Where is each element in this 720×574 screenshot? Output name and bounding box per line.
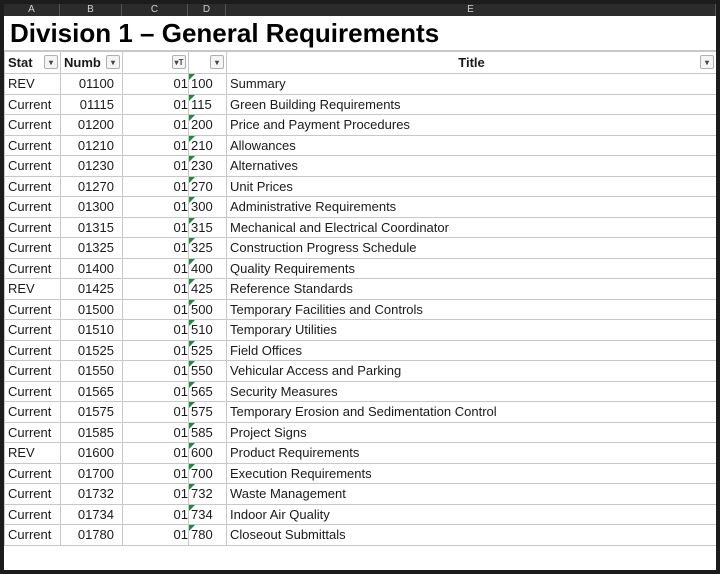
section-value: 425 xyxy=(191,281,213,297)
number-cell[interactable]: 01200 xyxy=(61,115,123,136)
section-value: 210 xyxy=(191,137,213,153)
section-cell[interactable] xyxy=(189,422,227,443)
number-cell[interactable]: 01700 xyxy=(61,463,123,484)
number-cell[interactable]: 01425 xyxy=(61,279,123,300)
section-cell[interactable] xyxy=(189,115,227,136)
number-cell[interactable]: 01500 xyxy=(61,299,123,320)
title-cell[interactable]: Project Signs xyxy=(227,422,717,443)
number-cell[interactable]: 01230 xyxy=(61,156,123,177)
status-cell[interactable]: Current xyxy=(5,197,61,218)
title-cell[interactable]: Administrative Requirements xyxy=(227,197,717,218)
division-cell[interactable]: 01 xyxy=(123,422,189,443)
section-cell[interactable] xyxy=(189,74,227,95)
division-cell[interactable]: 01 xyxy=(123,443,189,464)
title-cell[interactable]: Reference Standards xyxy=(227,279,717,300)
text-number-indicator-icon xyxy=(189,505,195,511)
section-cell[interactable] xyxy=(189,402,227,423)
column-letter-bar xyxy=(4,4,716,16)
text-number-indicator-icon xyxy=(189,341,195,347)
table-row xyxy=(5,115,717,136)
text-number-indicator-icon xyxy=(189,464,195,470)
division-cell[interactable]: 01 xyxy=(123,135,189,156)
status-cell[interactable]: REV xyxy=(5,74,61,95)
title-cell[interactable]: Temporary Erosion and Sedimentation Control xyxy=(227,402,717,423)
text-number-indicator-icon xyxy=(189,484,195,490)
text-number-indicator-icon xyxy=(189,279,195,285)
status-cell[interactable]: Current xyxy=(5,361,61,382)
section-cell[interactable] xyxy=(189,279,227,300)
spreadsheet xyxy=(4,4,716,570)
section-value: 734 xyxy=(191,506,213,522)
table-row xyxy=(5,320,717,341)
status-cell[interactable]: Current xyxy=(5,94,61,115)
section-value: 300 xyxy=(191,199,213,215)
text-number-indicator-icon xyxy=(189,423,195,429)
title-cell[interactable]: Unit Prices xyxy=(227,176,717,197)
division-cell[interactable]: 01 xyxy=(123,156,189,177)
title-cell[interactable]: Field Offices xyxy=(227,340,717,361)
column-letter-c[interactable]: C xyxy=(122,4,188,16)
number-cell[interactable]: 01600 xyxy=(61,443,123,464)
section-cell[interactable] xyxy=(189,299,227,320)
status-cell[interactable]: Current xyxy=(5,525,61,546)
status-cell[interactable]: Current xyxy=(5,504,61,525)
filter-dropdown-icon[interactable]: ▾ xyxy=(106,55,120,69)
text-number-indicator-icon xyxy=(189,300,195,306)
number-cell[interactable]: 01525 xyxy=(61,340,123,361)
text-number-indicator-icon xyxy=(189,156,195,162)
section-cell[interactable] xyxy=(189,381,227,402)
table-row xyxy=(5,135,717,156)
division-cell[interactable]: 01 xyxy=(123,463,189,484)
status-cell[interactable]: Current xyxy=(5,320,61,341)
section-value: 575 xyxy=(191,404,213,420)
title-cell[interactable]: Construction Progress Schedule xyxy=(227,238,717,259)
table-row xyxy=(5,74,717,95)
section-cell[interactable] xyxy=(189,217,227,238)
division-cell[interactable]: 01 xyxy=(123,381,189,402)
filter-active-icon[interactable]: ▾T xyxy=(172,55,186,69)
title-cell[interactable]: Closeout Submittals xyxy=(227,525,717,546)
status-cell[interactable]: Current xyxy=(5,484,61,505)
section-value: 200 xyxy=(191,117,213,133)
section-value: 600 xyxy=(191,445,213,461)
division-cell[interactable]: 01 xyxy=(123,238,189,259)
division-cell[interactable]: 01 xyxy=(123,197,189,218)
table-row xyxy=(5,504,717,525)
table-row xyxy=(5,197,717,218)
section-cell[interactable] xyxy=(189,443,227,464)
division-cell[interactable]: 01 xyxy=(123,258,189,279)
section-value: 525 xyxy=(191,342,213,358)
section-value: 315 xyxy=(191,219,213,235)
section-cell[interactable] xyxy=(189,320,227,341)
column-letter-b[interactable]: B xyxy=(60,4,122,16)
table-row xyxy=(5,299,717,320)
status-cell[interactable]: Current xyxy=(5,299,61,320)
title-cell[interactable]: Security Measures xyxy=(227,381,717,402)
title-cell[interactable]: Price and Payment Procedures xyxy=(227,115,717,136)
section-cell[interactable] xyxy=(189,463,227,484)
text-number-indicator-icon xyxy=(189,238,195,244)
table-row xyxy=(5,94,717,115)
section-cell[interactable] xyxy=(189,156,227,177)
number-cell[interactable]: 01575 xyxy=(61,402,123,423)
status-cell[interactable]: Current xyxy=(5,402,61,423)
title-cell[interactable]: Vehicular Access and Parking xyxy=(227,361,717,382)
table-row xyxy=(5,422,717,443)
section-value: 115 xyxy=(191,96,212,112)
text-number-indicator-icon xyxy=(189,382,195,388)
text-number-indicator-icon xyxy=(189,115,195,121)
status-cell[interactable]: Current xyxy=(5,381,61,402)
header-number-label: Numb xyxy=(64,55,101,70)
status-cell[interactable]: Current xyxy=(5,176,61,197)
division-cell[interactable]: 01 xyxy=(123,176,189,197)
title-cell[interactable]: Product Requirements xyxy=(227,443,717,464)
filter-dropdown-icon[interactable]: ▾ xyxy=(210,55,224,69)
requirements-table xyxy=(4,51,716,546)
status-cell[interactable]: Current xyxy=(5,340,61,361)
title-cell[interactable]: Allowances xyxy=(227,135,717,156)
status-cell[interactable]: Current xyxy=(5,463,61,484)
title-cell[interactable]: Temporary Utilities xyxy=(227,320,717,341)
header-d[interactable] xyxy=(189,52,227,74)
header-title-label: Title xyxy=(458,55,485,70)
header-status[interactable] xyxy=(5,52,61,74)
section-value: 700 xyxy=(191,465,213,481)
number-cell[interactable]: 01510 xyxy=(61,320,123,341)
table-row xyxy=(5,402,717,423)
table-row xyxy=(5,361,717,382)
title-cell[interactable]: Indoor Air Quality xyxy=(227,504,717,525)
table-body xyxy=(5,74,717,546)
division-cell[interactable]: 01 xyxy=(123,525,189,546)
division-cell[interactable]: 01 xyxy=(123,504,189,525)
division-cell[interactable]: 01 xyxy=(123,361,189,382)
title-cell[interactable]: Quality Requirements xyxy=(227,258,717,279)
division-cell[interactable]: 01 xyxy=(123,320,189,341)
table-row xyxy=(5,217,717,238)
division-cell[interactable]: 01 xyxy=(123,299,189,320)
number-cell[interactable]: 01210 xyxy=(61,135,123,156)
division-cell[interactable]: 01 xyxy=(123,340,189,361)
section-cell[interactable] xyxy=(189,340,227,361)
table-row xyxy=(5,525,717,546)
number-cell[interactable]: 01325 xyxy=(61,238,123,259)
title-cell[interactable]: Waste Management xyxy=(227,484,717,505)
table-row xyxy=(5,279,717,300)
text-number-indicator-icon xyxy=(189,443,195,449)
number-cell[interactable]: 01585 xyxy=(61,422,123,443)
title-cell[interactable]: Alternatives xyxy=(227,156,717,177)
column-letter-a[interactable]: A xyxy=(4,4,60,16)
table-row xyxy=(5,340,717,361)
section-cell[interactable] xyxy=(189,135,227,156)
section-cell[interactable] xyxy=(189,238,227,259)
table-row xyxy=(5,484,717,505)
division-cell[interactable]: 01 xyxy=(123,402,189,423)
number-cell[interactable]: 01780 xyxy=(61,525,123,546)
status-cell[interactable]: Current xyxy=(5,258,61,279)
table-row xyxy=(5,381,717,402)
division-cell[interactable]: 01 xyxy=(123,115,189,136)
status-cell[interactable]: REV xyxy=(5,443,61,464)
status-cell[interactable]: Current xyxy=(5,115,61,136)
section-cell[interactable] xyxy=(189,176,227,197)
section-value: 565 xyxy=(191,383,213,399)
text-number-indicator-icon xyxy=(189,177,195,183)
section-value: 500 xyxy=(191,301,213,317)
number-cell[interactable]: 01400 xyxy=(61,258,123,279)
section-value: 585 xyxy=(191,424,213,440)
title-cell[interactable]: Summary xyxy=(227,74,717,95)
table-row xyxy=(5,258,717,279)
section-value: 780 xyxy=(191,527,213,543)
division-cell[interactable]: 01 xyxy=(123,484,189,505)
section-cell[interactable] xyxy=(189,504,227,525)
table-row xyxy=(5,238,717,259)
number-cell[interactable]: 01270 xyxy=(61,176,123,197)
text-number-indicator-icon xyxy=(189,402,195,408)
text-number-indicator-icon xyxy=(189,197,195,203)
status-cell[interactable]: Current xyxy=(5,422,61,443)
column-letter-e[interactable]: E xyxy=(226,4,716,16)
section-cell[interactable] xyxy=(189,525,227,546)
header-title[interactable] xyxy=(227,52,717,74)
number-cell[interactable]: 01734 xyxy=(61,504,123,525)
section-value: 400 xyxy=(191,260,213,276)
section-value: 732 xyxy=(191,486,213,502)
filter-dropdown-icon[interactable]: ▾ xyxy=(44,55,58,69)
column-letter-d[interactable]: D xyxy=(188,4,226,16)
section-value: 230 xyxy=(191,158,213,174)
status-cell[interactable]: Current xyxy=(5,156,61,177)
text-number-indicator-icon xyxy=(189,218,195,224)
number-cell[interactable]: 01315 xyxy=(61,217,123,238)
section-value: 270 xyxy=(191,178,213,194)
text-number-indicator-icon xyxy=(189,259,195,265)
header-row xyxy=(5,52,717,74)
section-cell[interactable] xyxy=(189,258,227,279)
text-number-indicator-icon xyxy=(189,525,195,531)
division-cell[interactable]: 01 xyxy=(123,74,189,95)
number-cell[interactable]: 01732 xyxy=(61,484,123,505)
title-cell[interactable]: Execution Requirements xyxy=(227,463,717,484)
table-row xyxy=(5,463,717,484)
status-cell[interactable]: Current xyxy=(5,238,61,259)
section-value: 550 xyxy=(191,363,213,379)
text-number-indicator-icon xyxy=(189,74,195,80)
number-cell[interactable]: 01565 xyxy=(61,381,123,402)
sheet-title[interactable]: Division 1 – General Requirements xyxy=(4,16,716,51)
filter-dropdown-icon[interactable]: ▾ xyxy=(700,55,714,69)
status-cell[interactable]: Current xyxy=(5,135,61,156)
number-cell[interactable]: 01300 xyxy=(61,197,123,218)
header-number[interactable] xyxy=(61,52,123,74)
section-value: 100 xyxy=(191,76,213,92)
text-number-indicator-icon xyxy=(189,320,195,326)
table-row xyxy=(5,443,717,464)
status-cell[interactable]: REV xyxy=(5,279,61,300)
table-row xyxy=(5,156,717,177)
table-row xyxy=(5,176,717,197)
section-cell[interactable] xyxy=(189,94,227,115)
text-number-indicator-icon xyxy=(189,136,195,142)
title-cell[interactable]: Mechanical and Electrical Coordinator xyxy=(227,217,717,238)
status-cell[interactable]: Current xyxy=(5,217,61,238)
title-cell[interactable]: Green Building Requirements xyxy=(227,94,717,115)
number-cell[interactable]: 01115 xyxy=(61,94,123,115)
number-cell[interactable]: 01100 xyxy=(61,74,123,95)
section-value: 510 xyxy=(191,322,213,338)
header-status-label: Stat xyxy=(8,55,33,70)
division-cell[interactable]: 01 xyxy=(123,217,189,238)
division-cell[interactable]: 01 xyxy=(123,94,189,115)
section-cell[interactable] xyxy=(189,484,227,505)
text-number-indicator-icon xyxy=(189,361,195,367)
number-cell[interactable]: 01550 xyxy=(61,361,123,382)
section-cell[interactable] xyxy=(189,361,227,382)
section-value: 325 xyxy=(191,240,213,256)
text-number-indicator-icon xyxy=(189,95,195,101)
division-cell[interactable]: 01 xyxy=(123,279,189,300)
title-cell[interactable]: Temporary Facilities and Controls xyxy=(227,299,717,320)
header-c[interactable] xyxy=(123,52,189,74)
section-cell[interactable] xyxy=(189,197,227,218)
